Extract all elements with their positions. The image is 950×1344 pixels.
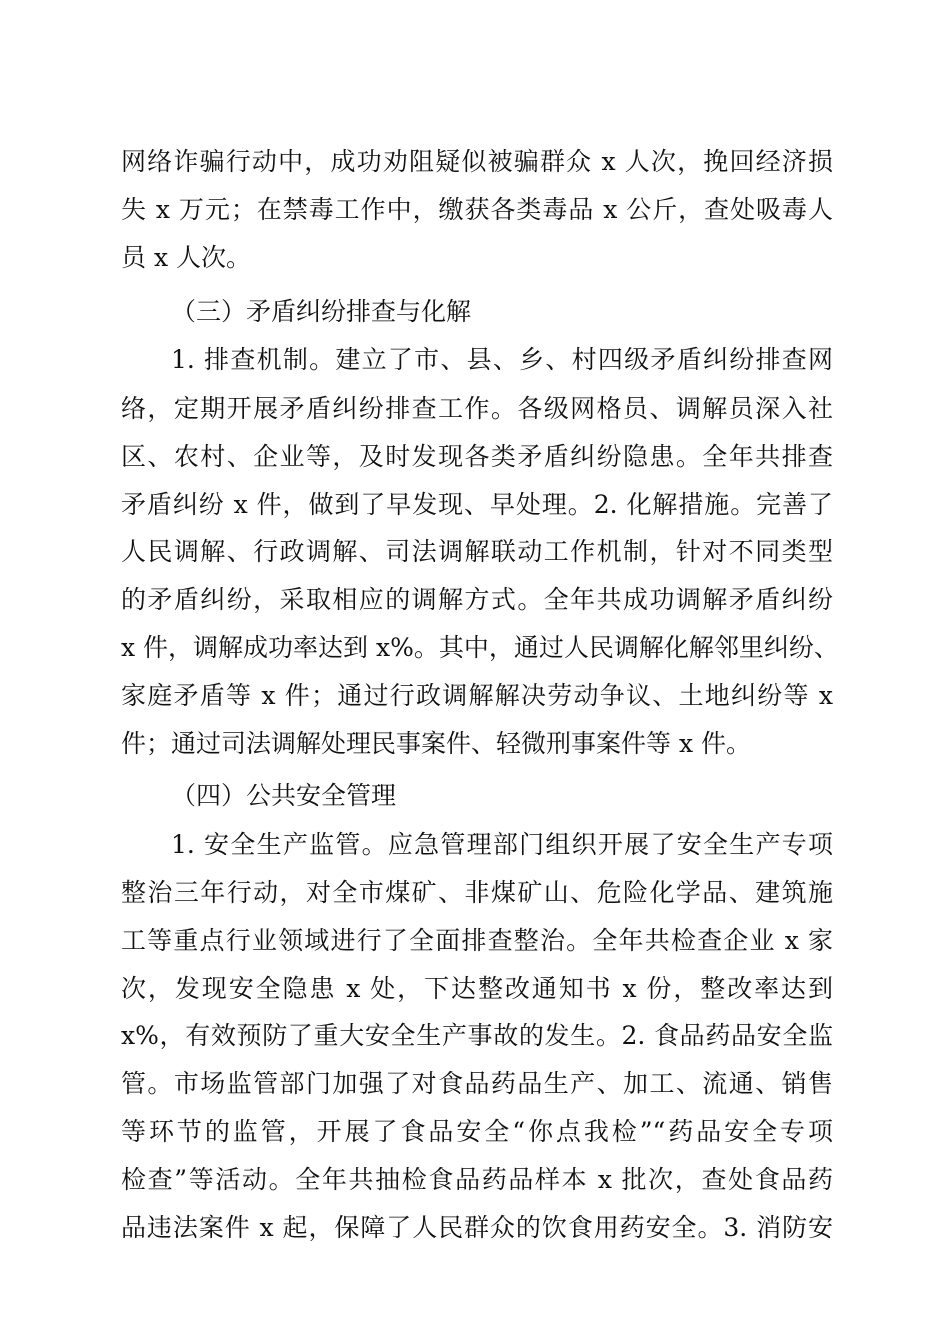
- body-text-line: 工等重点行业领域进行了全面排查整治。全年共检查企业 x 家: [121, 926, 833, 955]
- body-text-line: x%，有效预防了重大安全生产事故的发生。2. 食品药品安全监: [121, 1021, 833, 1050]
- body-text-line: 区、农村、企业等，及时发现各类矛盾纠纷隐患。全年共排查: [121, 442, 833, 471]
- body-text-line: 失 x 万元；在禁毒工作中，缴获各类毒品 x 公斤，查处吸毒人: [121, 195, 833, 224]
- body-text-line: x 件，调解成功率达到 x%。其中，通过人民调解化解邻里纠纷、: [121, 633, 839, 662]
- body-text-line: 1. 安全生产监管。应急管理部门组织开展了安全生产专项: [171, 830, 833, 859]
- body-text-line: 等环节的监管，开展了食品安全“你点我检”“药品安全专项: [121, 1117, 833, 1146]
- body-text-line: 人民调解、行政调解、司法调解联动工作机制，针对不同类型: [121, 537, 833, 566]
- body-text-line: 网络诈骗行动中，成功劝阻疑似被骗群众 x 人次，挽回经济损: [121, 147, 833, 176]
- body-text-line: 员 x 人次。: [121, 243, 251, 272]
- body-text-line: 整治三年行动，对全市煤矿、非煤矿山、危险化学品、建筑施: [121, 878, 833, 907]
- section-heading-4: （四）公共安全管理: [171, 781, 397, 810]
- section-heading-3: （三）矛盾纠纷排查与化解: [171, 297, 472, 326]
- body-text-line: 管。市场监管部门加强了对食品药品生产、加工、流通、销售: [121, 1069, 833, 1098]
- body-text-line: 件；通过司法调解处理民事案件、轻微刑事案件等 x 件。: [121, 729, 751, 758]
- body-text-line: 检查”等活动。全年共抽检食品药品样本 x 批次，查处食品药: [121, 1165, 833, 1194]
- body-text-line: 品违法案件 x 起，保障了人民群众的饮食用药安全。3. 消防安: [121, 1213, 833, 1242]
- body-text-line: 络，定期开展矛盾纠纷排查工作。各级网格员、调解员深入社: [121, 394, 833, 423]
- body-text-line: 的矛盾纠纷，采取相应的调解方式。全年共成功调解矛盾纠纷: [121, 585, 833, 614]
- body-text-line: 矛盾纠纷 x 件，做到了早发现、早处理。2. 化解措施。完善了: [121, 490, 833, 519]
- body-text-line: 次，发现安全隐患 x 处，下达整改通知书 x 份，整改率达到: [121, 974, 833, 1003]
- body-text-line: 家庭矛盾等 x 件；通过行政调解解决劳动争议、土地纠纷等 x: [121, 681, 833, 710]
- body-text-line: 1. 排查机制。建立了市、县、乡、村四级矛盾纠纷排查网: [171, 345, 833, 374]
